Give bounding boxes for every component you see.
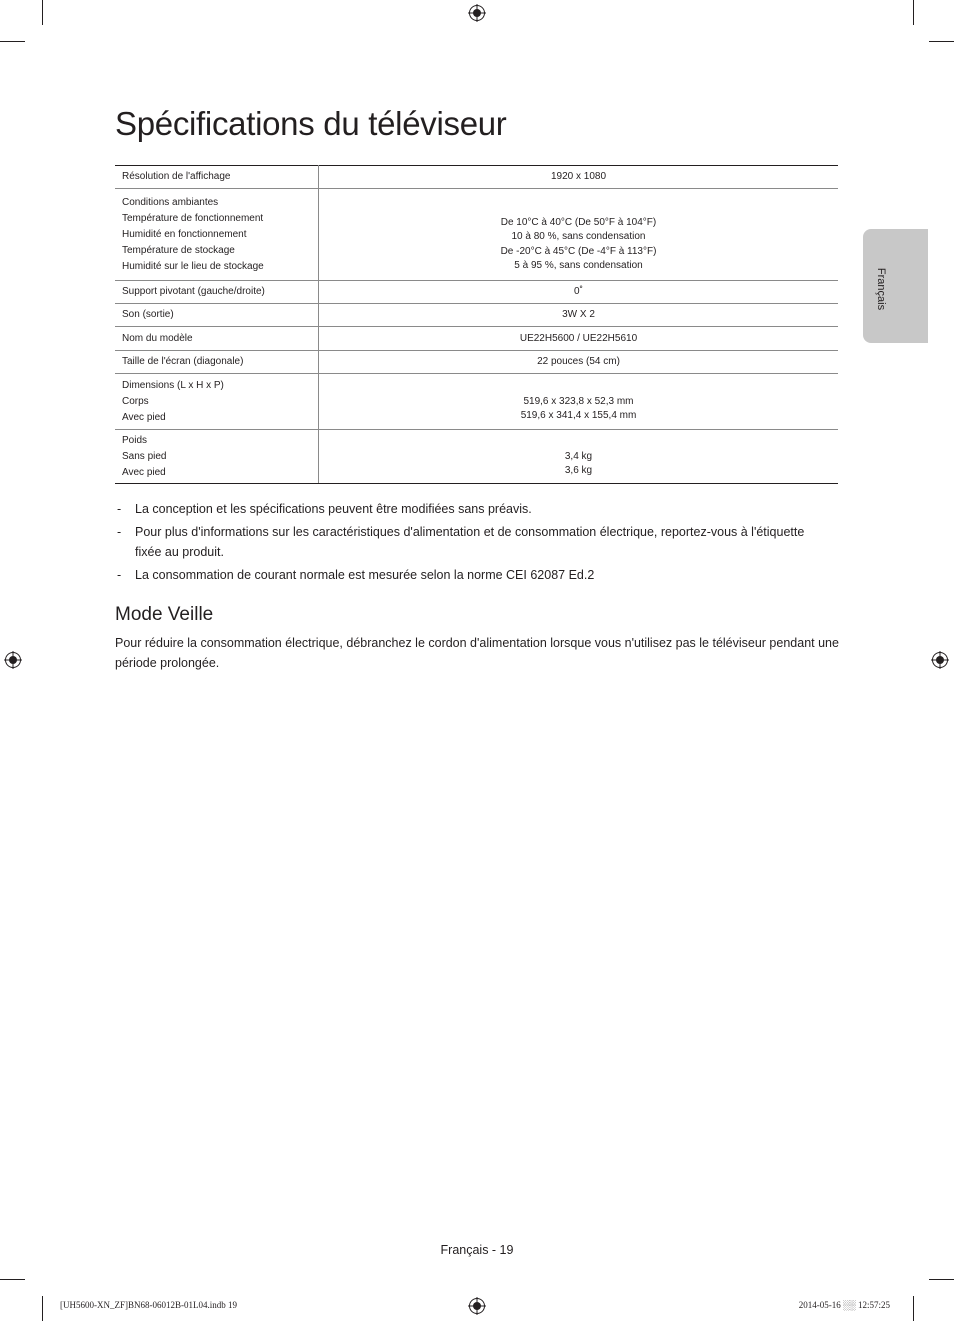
spec-label-line: Support pivotant (gauche/droite) [122, 286, 265, 297]
spec-value-line: 3W X 2 [562, 309, 595, 320]
page-title: Spécifications du téléviseur [115, 105, 507, 142]
spec-label [115, 281, 319, 304]
spec-label-line: Dimensions (L x H x P) [122, 379, 224, 391]
spec-value [319, 189, 839, 281]
spec-value-line: De 10°C à 40°C (De 50°F à 104°F) [500, 216, 657, 228]
spec-label-line: Avec pied [122, 411, 166, 423]
spec-label-line: Humidité sur le lieu de stockage [122, 260, 264, 272]
list-dash: - [117, 525, 122, 539]
spec-label-line: Poids [122, 434, 148, 446]
spec-value-line: 519,6 x 323,8 x 52,3 mm [523, 395, 634, 407]
spec-value-line: 0˚ [574, 286, 583, 297]
section-heading: Mode Veille [115, 604, 214, 625]
spec-value [319, 327, 839, 351]
spec-label-line: Température de fonctionnement [122, 212, 264, 224]
language-tab [863, 229, 928, 343]
spec-value-line: 519,6 x 341,4 x 155,4 mm [520, 409, 637, 421]
spec-label-line: Température de stockage [122, 244, 235, 256]
table-row [115, 189, 838, 281]
section-body: Pour réduire la consommation électrique, débranchez le cordon d'alimentation lorsque vous n'utilisez pas le téléviseur pendant une période prolongée. [115, 636, 839, 670]
spec-value-line: UE22H5600 / UE22H5610 [519, 332, 638, 344]
spec-label-line: Taille de l'écran (diagonale) [122, 356, 244, 367]
language-tab-label: Français [875, 267, 887, 311]
crop-mark [913, 0, 914, 25]
spec-value [319, 281, 839, 304]
page-number: Français - 19 [440, 1243, 514, 1257]
spec-label [115, 327, 319, 351]
crop-mark [42, 1296, 43, 1321]
spec-value-line: 3,6 kg [564, 464, 593, 476]
spec-value [319, 351, 839, 374]
table-row [115, 327, 838, 351]
table-row [115, 166, 838, 189]
spec-label [115, 351, 319, 374]
print-slug-datetime: 2014-05-16 ░░ 12:57:25 [798, 1300, 890, 1310]
spec-value [319, 304, 839, 327]
crop-mark [42, 0, 43, 25]
spec-label-line: Conditions ambiantes [122, 196, 219, 208]
notes-list [115, 499, 815, 588]
crop-mark [913, 1296, 914, 1321]
spec-label [115, 430, 319, 484]
crop-mark [929, 1279, 954, 1280]
print-slug-file: [UH5600-XN_ZF]BN68-06012B-01L04.indb 19 [60, 1300, 237, 1310]
note-text: La consommation de courant normale est mesurée selon la norme CEI 62087 Ed.2 [135, 568, 595, 582]
list-dash: - [117, 502, 122, 516]
registration-mark-icon [4, 651, 22, 669]
spec-label [115, 374, 319, 430]
spec-value [319, 166, 839, 189]
spec-label-line: Humidité en fonctionnement [122, 228, 247, 240]
spec-label-line: Nom du modèle [122, 332, 193, 344]
note-text: La conception et les spécifications peuvent être modifiées sans préavis. [135, 502, 532, 516]
spec-label-line: Son (sortie) [122, 309, 174, 320]
spec-label-line: Sans pied [122, 450, 167, 462]
list-item [115, 565, 815, 585]
registration-mark-icon [931, 651, 949, 669]
registration-mark-icon [468, 1297, 486, 1315]
spec-label [115, 189, 319, 281]
spec-label-line: Avec pied [122, 466, 166, 478]
note-text: Pour plus d'informations sur les caractéristiques d'alimentation et de consommation électrique, reportez-vous à l'étiquette fixée au produit. [135, 525, 805, 559]
spec-value-line: 5 à 95 %, sans condensation [514, 260, 643, 271]
spec-value-line: 10 à 80 %, sans condensation [511, 231, 646, 242]
spec-value [319, 374, 839, 430]
table-row [115, 374, 838, 430]
spec-label-line: Corps [122, 395, 149, 407]
spec-label-line: Résolution de l'affichage [122, 171, 231, 182]
specifications-table [115, 165, 838, 484]
crop-mark [929, 41, 954, 42]
table-row [115, 281, 838, 304]
spec-label [115, 304, 319, 327]
crop-mark [0, 41, 25, 42]
list-item [115, 499, 815, 519]
crop-mark [0, 1279, 25, 1280]
spec-value-line: De -20°C à 45°C (De -4°F à 113°F) [500, 245, 657, 257]
spec-label [115, 166, 319, 189]
registration-mark-icon [468, 4, 486, 22]
table-row [115, 304, 838, 327]
spec-value-line: 1920 x 1080 [550, 171, 607, 182]
spec-value-line: 22 pouces (54 cm) [537, 356, 620, 367]
table-row [115, 351, 838, 374]
spec-value [319, 430, 839, 484]
table-row [115, 430, 838, 484]
spec-value-line: 3,4 kg [564, 450, 593, 462]
list-dash: - [117, 568, 122, 582]
list-item [115, 522, 815, 562]
